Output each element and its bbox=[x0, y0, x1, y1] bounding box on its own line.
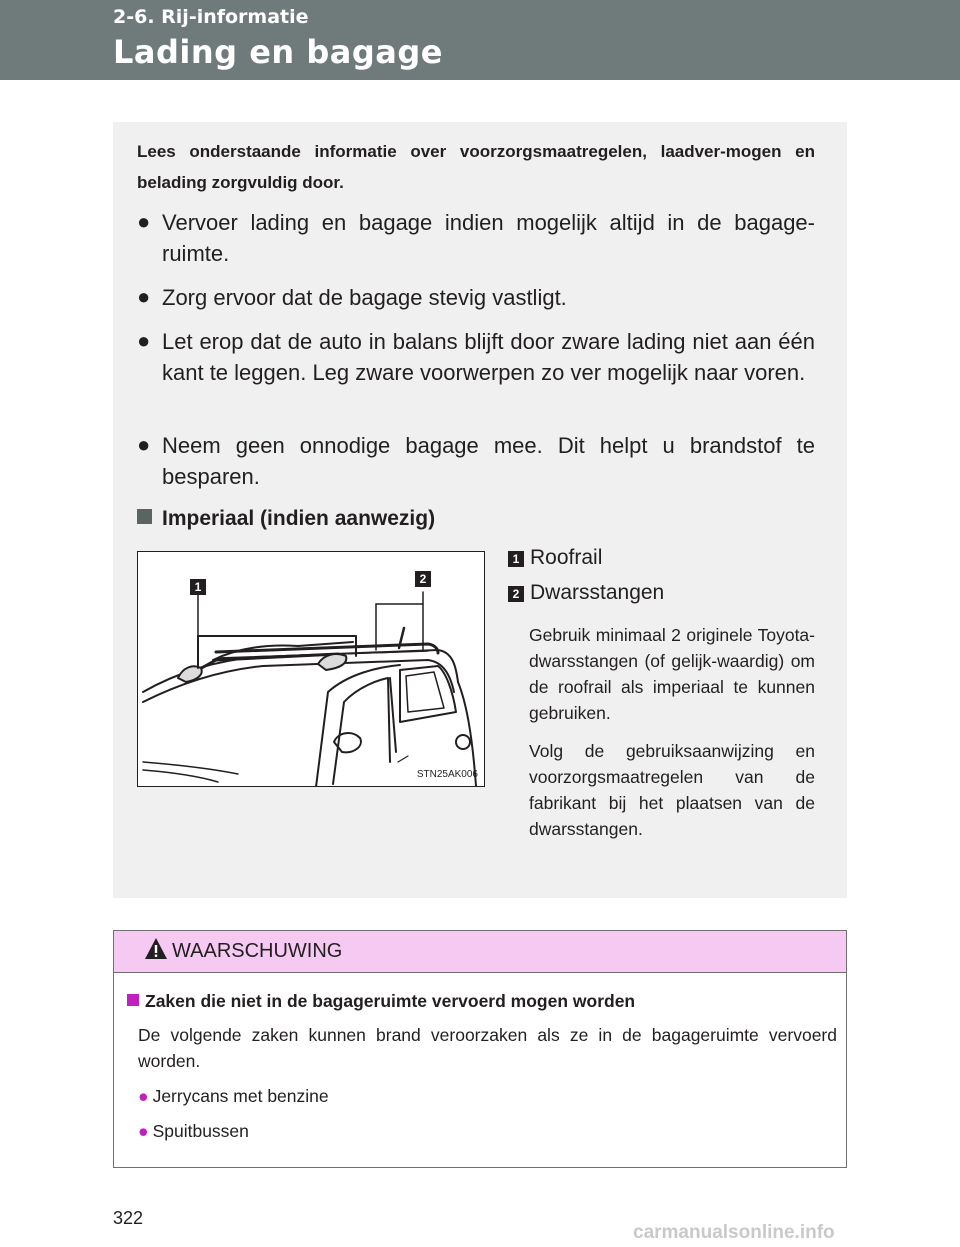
warning-heading-text: Zaken die niet in de bagageruimte vervoerd mogen worden bbox=[145, 991, 636, 1011]
bullet-text: Neem geen onnodige bagage mee. Dit helpt u brandstof te besparen. bbox=[162, 433, 815, 489]
section-label: 2-6. Rij-informatie bbox=[113, 6, 309, 28]
bullet-dot-icon: ● bbox=[137, 432, 151, 457]
warning-text: De volgende zaken kunnen brand veroorzaken als ze in de bagageruimte vervoerd worden. bbox=[138, 1025, 837, 1071]
legend-number-1: 1 bbox=[508, 551, 524, 567]
bullet-dot-icon: ● bbox=[138, 1086, 149, 1106]
warning-item-text: Jerrycans met benzine bbox=[152, 1086, 329, 1106]
warning-header bbox=[114, 931, 846, 973]
bullet-item bbox=[137, 207, 815, 269]
legend-number-2: 2 bbox=[508, 586, 524, 602]
square-bullet-icon bbox=[137, 509, 152, 524]
warning-heading bbox=[127, 991, 635, 1012]
bullet-item bbox=[137, 326, 815, 388]
roof-rack-figure bbox=[137, 551, 485, 787]
warning-triangle-icon bbox=[144, 937, 168, 961]
page-number: 322 bbox=[113, 1208, 144, 1228]
bullet-dot-icon: ● bbox=[138, 1121, 149, 1141]
roof-rack-heading-text: Imperiaal (indien aanwezig) bbox=[162, 507, 436, 530]
figure-description: Volg de gebruiksaanwijzing en voorzorgsmaatregelen van de fabrikant bij het plaatsen van de dwarsstangen. bbox=[529, 741, 815, 839]
bullet-dot-icon: ● bbox=[137, 209, 151, 234]
bullet-dot-icon: ● bbox=[137, 284, 151, 309]
watermark: carmanualsonline.info bbox=[633, 1222, 835, 1243]
figure-description: Gebruik minimaal 2 originele Toyota-dwarsstangen (of gelijk-waardig) om de roofrail als imperiaal te kunnen gebruiken. bbox=[529, 625, 815, 723]
page-title: Lading en bagage bbox=[113, 33, 443, 71]
legend-label: Roofrail bbox=[530, 546, 603, 569]
legend-item-dwarsstangen bbox=[508, 581, 664, 605]
warning-item-text: Spuitbussen bbox=[152, 1121, 249, 1141]
callout-1: 1 bbox=[190, 579, 206, 595]
figure-code: STN25AK006 bbox=[416, 769, 478, 780]
chapter-header bbox=[0, 0, 960, 80]
warning-box bbox=[113, 930, 847, 1168]
bullet-text: Vervoer lading en bagage indien mogelijk altijd in de bagage-ruimte. bbox=[162, 210, 815, 266]
callout-2: 2 bbox=[415, 571, 431, 587]
bullet-dot-icon: ● bbox=[137, 328, 151, 353]
warning-title: WAARSCHUWING bbox=[172, 940, 343, 962]
bullet-item bbox=[137, 430, 815, 492]
warning-list-item bbox=[138, 1121, 249, 1142]
square-bullet-icon bbox=[127, 994, 139, 1006]
bullet-text: Let erop dat de auto in balans blijft door zware lading niet aan één kant te leggen. Leg zware voorwerpen zo ver mogelijk naar voren. bbox=[162, 329, 815, 385]
bullet-text: Zorg ervoor dat de bagage stevig vastligt. bbox=[162, 285, 567, 310]
legend-label: Dwarsstangen bbox=[530, 581, 665, 604]
intro-text: Lees onderstaande informatie over voorzorgsmaatregelen, laadver-mogen en belading zorgvuldig door. bbox=[137, 142, 815, 192]
warning-list-item bbox=[138, 1086, 329, 1107]
bullet-item bbox=[137, 282, 815, 313]
roof-rack-heading bbox=[137, 507, 435, 531]
legend-item-roofrail bbox=[508, 546, 602, 570]
